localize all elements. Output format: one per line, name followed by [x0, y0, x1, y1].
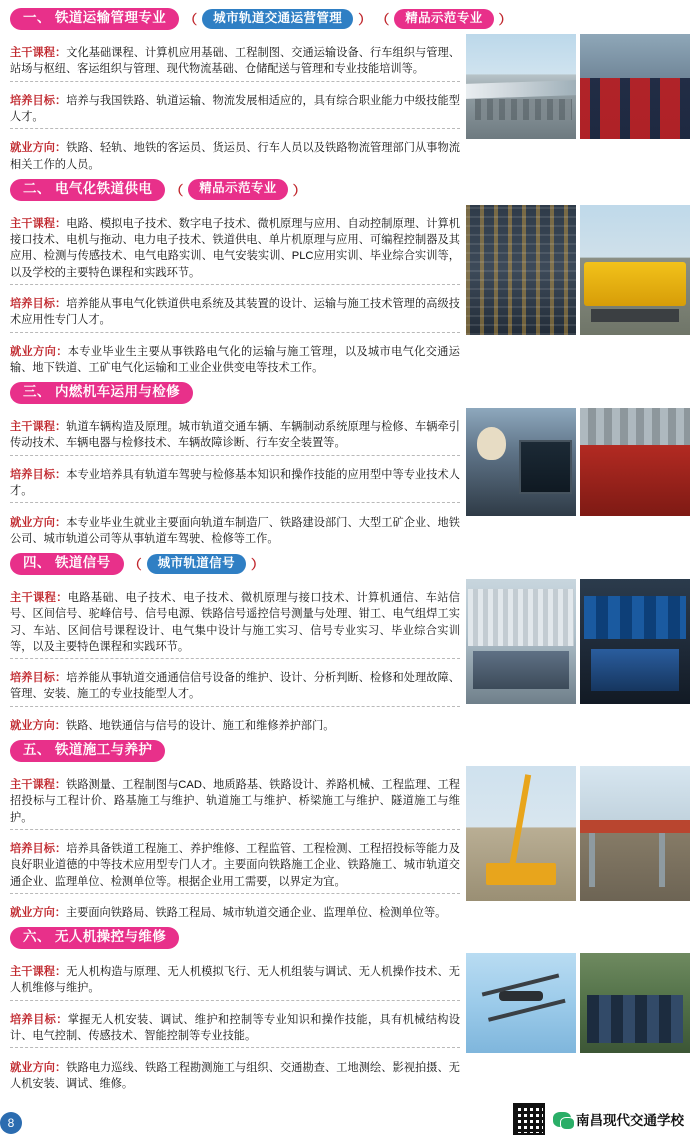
section-title-pill: 六、 无人机操控与维修: [10, 927, 179, 949]
section-tag-pill: 城市轨道交通运营管理: [202, 9, 353, 30]
section-body: [10, 766, 690, 921]
photo-group: [466, 34, 690, 139]
block-text: 铁路测量、工程制图与CAD、地质路基、铁路设计、养路机械、工程监理、工程招投标与工程计价、路基施工与维护、轨道施工与维护、桥梁施工与维护、隧道施工与维护。: [10, 779, 460, 824]
text-block: [10, 905, 460, 921]
photo-drone-field-training: [580, 953, 690, 1053]
text-block: [10, 964, 460, 996]
block-divider: [10, 1000, 460, 1001]
text-block: [10, 296, 460, 328]
photo-art: [580, 408, 690, 516]
block-divider: [10, 1047, 460, 1048]
block-text: 培养能从事轨道交通通信信号设备的维护、设计、分析判断、检修和处理故障、管理、安装、施工的专业技能型人才。: [10, 672, 460, 701]
section-body: [10, 579, 690, 734]
block-text: 掌握无人机安装、调试、维护和控制等专业知识和操作技能，具有机械结构设计、电气控制、传感技术、智能控制等专业技能。: [10, 1013, 460, 1043]
paren-close: ）: [358, 12, 372, 28]
block-text: 轨道车辆构造及原理。城市轨道交通车辆、车辆制动系统原理与检修、车辆牵引传动技术、车辆电器与检修技术、车辆故障诊断、行车安全装置等。: [10, 421, 460, 450]
photo-art: [580, 579, 690, 704]
section-title-pill: 三、 内燃机车运用与检修: [10, 382, 193, 404]
photo-control-cabinet: [466, 205, 576, 335]
section-heading: [10, 740, 690, 762]
section-1: [10, 8, 690, 173]
text-block: [10, 93, 460, 125]
section-text: [10, 953, 460, 1092]
photo-art: [466, 953, 576, 1053]
block-text: 培养具备铁道工程施工、养护维修、工程监管、工程检测、工程招投标等能力及良好职业道德的中等技术应用型专门人才。主要面向铁路施工企业、铁路施工、城市轨道交通企业、监理单位、检测单位等。根据企业用工需要，以界定为宜。: [10, 843, 460, 888]
photo-catenary-machine: [580, 205, 690, 335]
text-block: [10, 344, 460, 376]
section-title-pill: 一、 铁道运输管理专业: [10, 8, 179, 30]
section-text: [10, 34, 460, 173]
photo-art: [466, 205, 576, 335]
sections-container: [10, 8, 690, 1092]
block-divider: [10, 829, 460, 830]
block-label: 主干课程：: [10, 966, 67, 979]
photo-crane-construction: [466, 766, 576, 901]
text-block: [10, 419, 460, 451]
photo-art: [466, 408, 576, 516]
section-text: [10, 408, 460, 547]
photo-group: [466, 579, 690, 704]
block-label: 主干课程：: [10, 592, 68, 605]
photo-art: [466, 579, 576, 704]
section-tag-pill: 精品示范专业: [188, 179, 287, 200]
wechat-account[interactable]: [553, 1109, 684, 1129]
section-body: [10, 408, 690, 547]
photo-art: [466, 34, 576, 139]
block-label: 就业方向：: [10, 719, 66, 732]
section-6: [10, 927, 690, 1092]
text-block: [10, 216, 460, 281]
block-label: 就业方向：: [10, 1061, 67, 1074]
photo-art: [466, 766, 576, 901]
block-label: 培养目标：: [10, 1013, 68, 1026]
block-divider: [10, 455, 460, 456]
section-heading: [10, 553, 690, 575]
text-block: [10, 140, 460, 172]
section-5: [10, 740, 690, 921]
section-title-pill: 四、 铁道信号: [10, 553, 124, 575]
block-label: 主干课程：: [10, 779, 67, 792]
section-text: [10, 766, 460, 921]
paren-open: （: [128, 557, 142, 573]
qr-code-icon[interactable]: [513, 1103, 545, 1135]
block-divider: [10, 658, 460, 659]
section-body: [10, 953, 690, 1092]
block-divider: [10, 284, 460, 285]
section-heading: [10, 179, 690, 201]
block-text: 培养能从事电气化铁道供电系统及其装置的设计、运输与施工技术管理的高级技术应用性专门人才。: [10, 298, 460, 327]
photo-drone-flight: [466, 953, 576, 1053]
photo-rail-crew: [580, 34, 690, 139]
block-divider: [10, 502, 460, 503]
paren-close: ）: [292, 183, 306, 199]
section-heading: [10, 927, 690, 949]
block-text: 本专业毕业生就业主要面向轨道车制造厂、铁路建设部门、大型工矿企业、地铁公司、城市轨道公司等从事轨道车驾驶、检修等工作。: [10, 516, 460, 545]
block-label: 主干课程：: [10, 47, 67, 60]
wechat-icon: [553, 1112, 571, 1127]
text-block: [10, 670, 460, 702]
block-divider: [10, 706, 460, 707]
page-footer: [7, 1098, 690, 1140]
block-text: 主要面向铁路局、铁路工程局、城市轨道交通企业、监理单位、检测单位等。: [65, 906, 447, 919]
text-block: [10, 1012, 460, 1044]
section-tag-pill: 城市轨道信号: [147, 554, 246, 575]
section-title-pill: 五、 铁道施工与养护: [10, 740, 165, 762]
photo-art: [580, 953, 690, 1053]
block-label: 就业方向：: [10, 516, 67, 529]
text-block: [10, 777, 460, 826]
section-tag-pill: 精品示范专业: [394, 9, 493, 30]
section-title-pill: 二、 电气化铁道供电: [10, 179, 165, 201]
photo-group: [466, 205, 690, 335]
block-text: 电路、模拟电子技术、数字电子技术、微机原理与应用、自动控制原理、计算机接口技术、电机与拖动、电力电子技术、铁道供电、单片机原理与应用、可编程控制器及其应用、检测与传感技术、电气电路实训、电气安装实训、PLC应用实训、毕业综合实训等，以及学校的主要特色课程和实践环节。: [10, 217, 460, 279]
photo-signal-room: [466, 579, 576, 704]
section-text: [10, 579, 460, 734]
paren-open: （: [376, 12, 390, 28]
block-text: 无人机构造与原理、无人机模拟飞行、无人机组装与调试、无人机操作技术、无人机维修与维护。: [10, 966, 460, 995]
text-block: [10, 467, 460, 499]
paren-open: （: [184, 12, 198, 28]
block-text: 文化基础课程、计算机应用基础、工程制图、交通运输设备、行车组织与管理、站场与枢纽、客运组织与管理、现代物流基础、仓储配送与管理和专业技能培训等。: [10, 47, 460, 76]
section-text: [10, 205, 460, 376]
section-heading: [10, 8, 690, 30]
block-divider: [10, 81, 460, 82]
photo-red-locomotive: [580, 408, 690, 516]
block-label: 就业方向：: [10, 345, 68, 358]
block-label: 培养目标：: [10, 298, 67, 311]
page-number: 8: [0, 1112, 22, 1134]
section-4: [10, 553, 690, 734]
photo-group: [466, 408, 690, 516]
block-text: 铁路电力巡线、铁路工程勘测施工与组织、交通勘查、工地测绘、影视拍摄、无人机安装、调试、维修。: [10, 1061, 460, 1090]
block-label: 就业方向：: [10, 142, 67, 155]
text-block: [10, 841, 460, 890]
text-block: [10, 1060, 460, 1092]
wechat-account-name: 南昌现代交通学校: [576, 1113, 684, 1128]
paren-close: ）: [250, 557, 264, 573]
section-2: [10, 179, 690, 376]
block-divider: [10, 893, 460, 894]
block-label: 培养目标：: [10, 843, 67, 856]
text-block: [10, 515, 460, 547]
paren-open: （: [170, 183, 184, 199]
paren-close: ）: [498, 12, 512, 28]
block-text: 电路基础、电子技术、电子技术、微机原理与接口技术、计算机通信、车站信号、区间信号、驼峰信号、信号电源、铁路信号遥控信号测量与处理、钳工、电气组焊工实习、车站、区间信号课程设计、电气集中设计与施工实习、信号专业实习、毕业综合实训等，以及主要特色课程和实践环节。: [10, 592, 460, 653]
block-label: 主干课程：: [10, 421, 67, 434]
photo-dispatch-center: [580, 579, 690, 704]
text-block: [10, 590, 460, 655]
block-text: 本专业培养具有轨道车驾驶与检修基本知识和操作技能的应用型中等专业技术人才。: [10, 468, 460, 498]
block-label: 培养目标：: [10, 672, 67, 685]
section-3: [10, 382, 690, 547]
photo-group: [466, 766, 690, 901]
block-label: 培养目标：: [10, 94, 67, 107]
text-block: [10, 45, 460, 77]
section-body: [10, 34, 690, 173]
photo-locomotive-cab: [466, 408, 576, 516]
photo-art: [580, 766, 690, 901]
photo-rail-bridge: [580, 766, 690, 901]
photo-art: [580, 205, 690, 335]
photo-high-speed-train: [466, 34, 576, 139]
block-label: 就业方向：: [10, 906, 66, 919]
block-text: 铁路、地铁通信与信号的设计、施工和维修养护部门。: [65, 719, 335, 732]
photo-group: [466, 953, 690, 1053]
block-divider: [10, 332, 460, 333]
block-text: 本专业毕业生主要从事铁路电气化的运输与施工管理，以及城市电气化交通运输、地下铁道、工矿电气化运输和工业企业供变电等技术工作。: [10, 345, 460, 374]
section-body: [10, 205, 690, 376]
block-divider: [10, 128, 460, 129]
section-heading: [10, 382, 690, 404]
block-text: 铁路、轻轨、地铁的客运员、货运员、行车人员以及铁路物流管理部门从事物流相关工作的人员。: [10, 142, 460, 171]
block-text: 培养与我国铁路、轨道运输、物流发展相适应的，具有综合职业能力中级技能型人才。: [10, 94, 460, 123]
photo-art: [580, 78, 690, 139]
block-label: 主干课程：: [10, 217, 67, 230]
text-block: [10, 718, 460, 734]
block-label: 培养目标：: [10, 468, 67, 481]
